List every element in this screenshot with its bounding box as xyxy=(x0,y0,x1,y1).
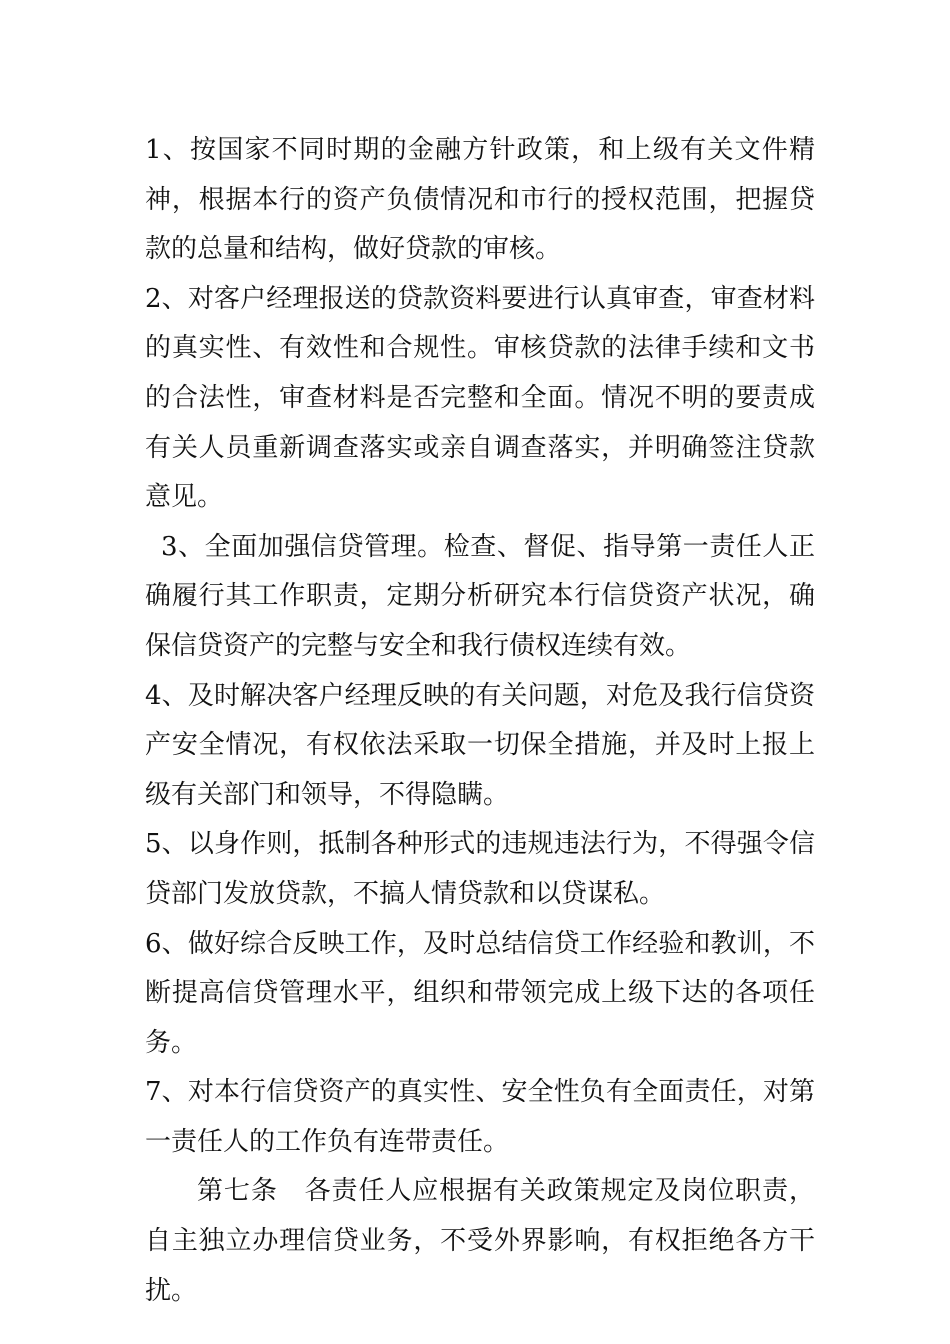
paragraph-item-7: 7、对本行信贷资产的真实性、安全性负有全面责任，对第一责任人的工作负有连带责任。 xyxy=(145,1077,815,1157)
document-body xyxy=(145,126,815,1316)
paragraph-item-4: 4、及时解决客户经理反映的有关问题，对危及我行信贷资产安全情况，有权依法采取一切保全措施，并及时上报上级有关部门和领导，不得隐瞒。 xyxy=(145,680,815,810)
article-seven-paragraph: 第七条 各责任人应根据有关政策规定及岗位职责，自主独立办理信贷业务，不受外界影响，有权拒绝各方干扰。 xyxy=(145,1176,815,1306)
paragraph-item-3: 3、全面加强信贷管理。检查、督促、指导第一责任人正确履行其工作职责，定期分析研究本行信贷资产状况，确保信贷资产的完整与安全和我行债权连续有效。 xyxy=(145,531,815,661)
paragraph-item-2: 2、对客户经理报送的贷款资料要进行认真审查，审查材料的真实性、有效性和合规性。审核贷款的法律手续和文书的合法性，审查材料是否完整和全面。情况不明的要责成有关人员重新调查落实或亲自调查落实，并明确签注贷款意见。 xyxy=(145,283,815,513)
paragraph-item-6: 6、做好综合反映工作，及时总结信贷工作经验和教训，不断提高信贷管理水平，组织和带领完成上级下达的各项任务。 xyxy=(145,928,815,1058)
paragraph-item-1: 1、按国家不同时期的金融方针政策，和上级有关文件精神，根据本行的资产负债情况和市行的授权范围，把握贷款的总量和结构，做好贷款的审核。 xyxy=(145,135,815,265)
paragraph-item-5: 5、以身作则，抵制各种形式的违规违法行为，不得强令信贷部门发放贷款，不搞人情贷款和以贷谋私。 xyxy=(145,829,815,909)
